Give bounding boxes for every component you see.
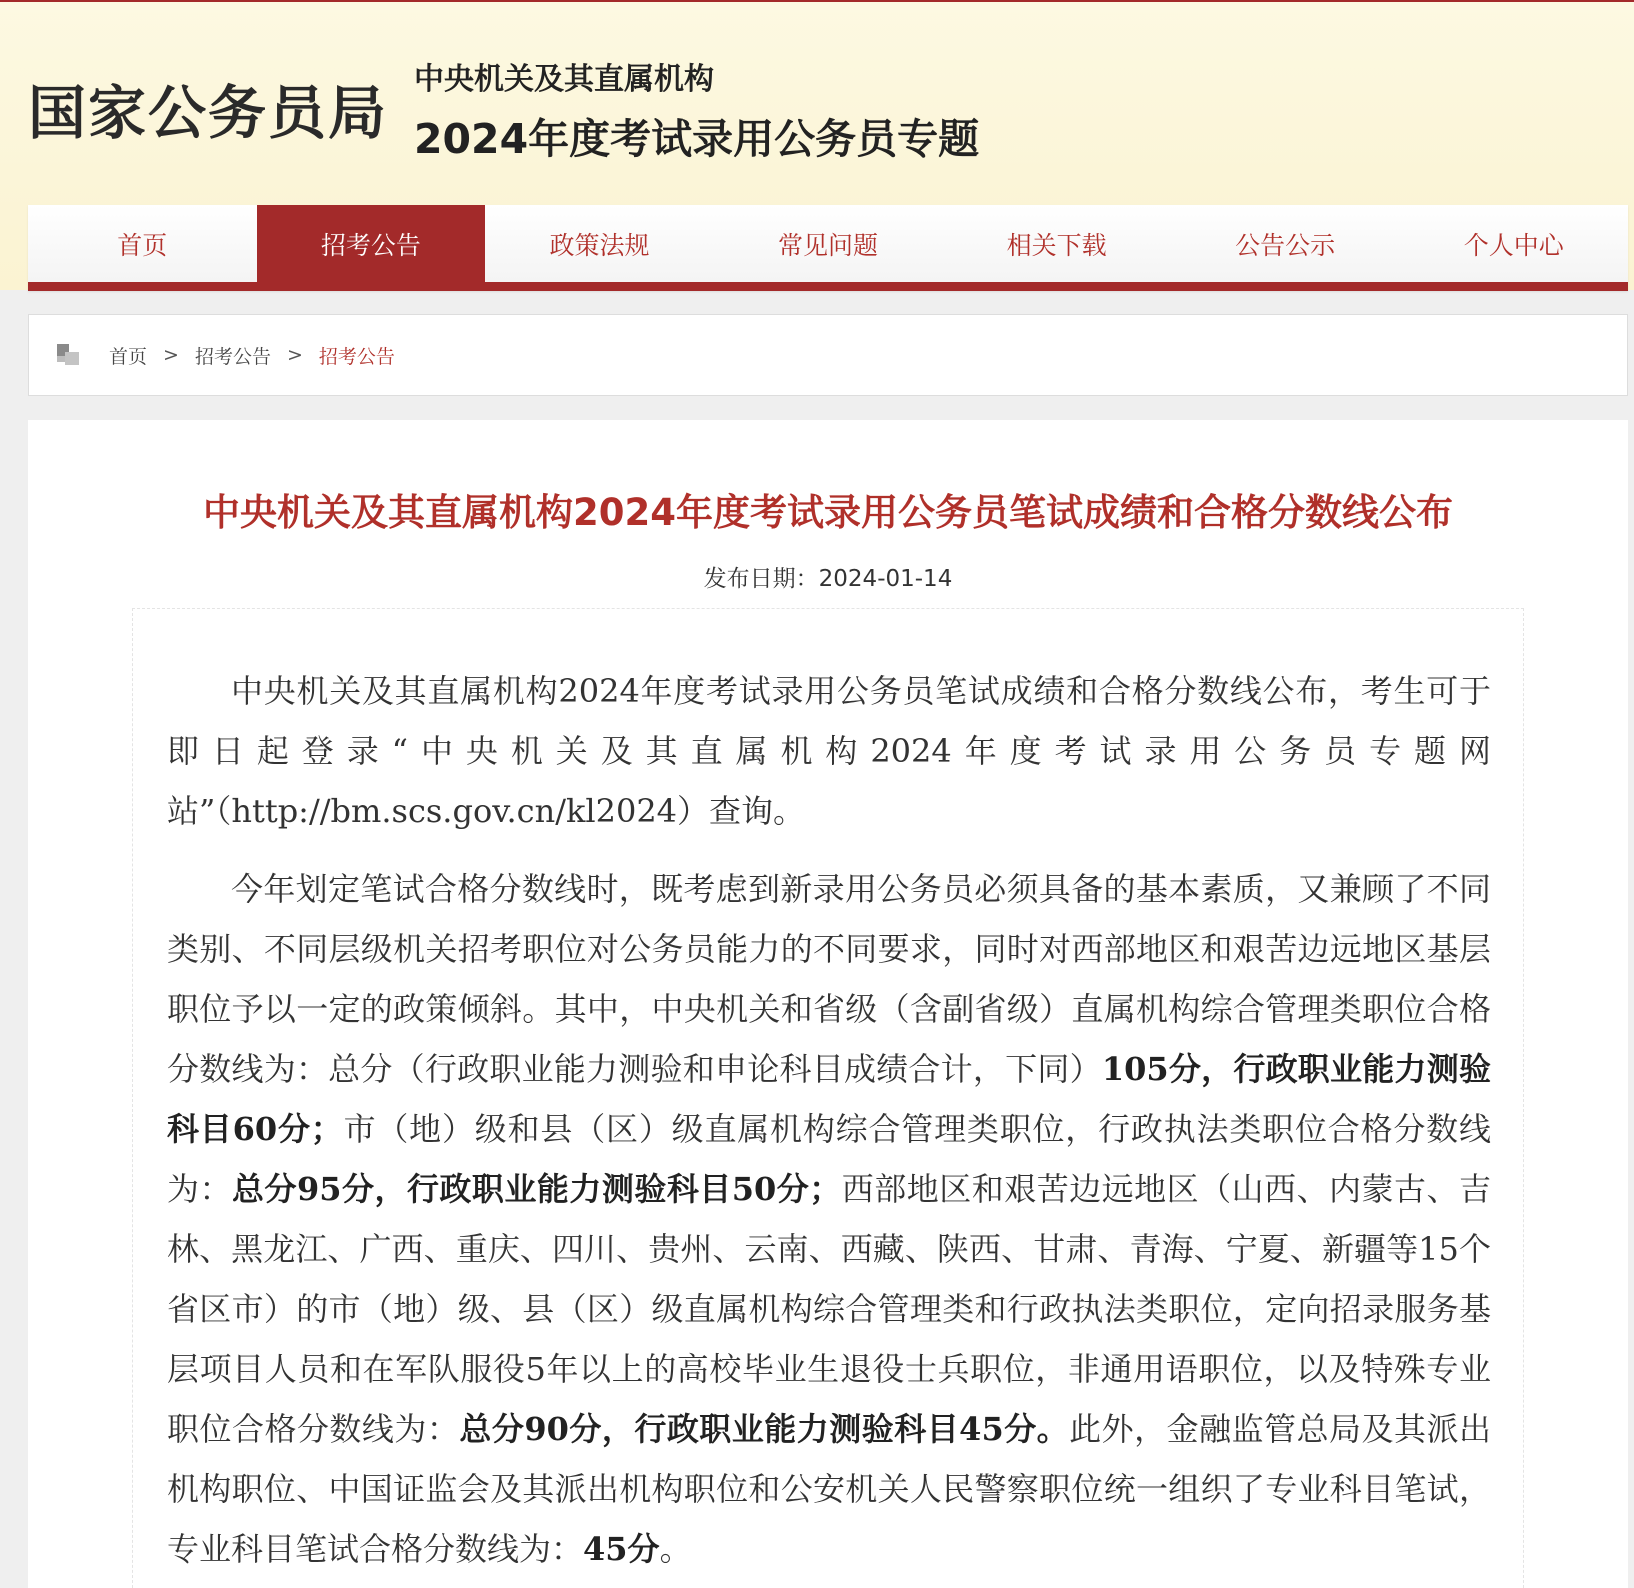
nav-item-home[interactable]: 首页 (117, 230, 168, 260)
nav-item-downloads[interactable]: 相关下载 (1006, 230, 1107, 260)
breadcrumb (28, 314, 1628, 396)
nav-item-personal-center[interactable]: 个人中心 (1463, 230, 1564, 260)
p2-text-4: 此外，金融监管总局及其派出机构职位、中国证监会及其派出机构职位和公安机关人民警察职位统一组织了专业科目笔试，专业科目笔试合格分数线为： (167, 1410, 1491, 1568)
breadcrumb-separator: > (286, 344, 303, 366)
p2-text-5: 。 (659, 1530, 692, 1568)
nav-item-faq[interactable]: 常见问题 (778, 230, 879, 260)
breadcrumb-current[interactable]: 招考公告 (318, 345, 395, 368)
paragraph-2 (167, 859, 1491, 1579)
p2-score-4: 45分 (583, 1530, 660, 1568)
paragraph-1: 中央机关及其直属机构2024年度考试录用公务员笔试成绩和合格分数线公布，考生可于即日起登录“中央机关及其直属机构2024年度考试录用公务员专题网站”（http://bm.scs.gov.cn/kl2024）查询。 (167, 672, 1491, 830)
breadcrumb-separator: > (163, 344, 179, 366)
article-panel (28, 420, 1628, 1588)
main-nav (28, 205, 1628, 291)
site-header (0, 0, 1634, 290)
p2-score-1: 105分，行政职业能力测验科目60分； (167, 1050, 1491, 1148)
p2-score-3: 总分90分，行政职业能力测验科目45分。 (459, 1410, 1070, 1448)
article-body (167, 661, 1491, 1588)
breadcrumb-section[interactable]: 招考公告 (194, 345, 271, 368)
article-title: 中央机关及其直属机构2024年度考试录用公务员笔试成绩和合格分数线公布 (203, 491, 1453, 534)
article-body-box (132, 608, 1524, 1588)
location-icon (57, 344, 81, 366)
p2-text-1: 今年划定笔试合格分数线时，既考虑到新录用公务员必须具备的基本素质，又兼顾了不同类别、不同层级机关招考职位对公务员能力的不同要求，同时对西部地区和艰苦边远地区基层职位予以一定的政策倾斜。其中，中央机关和省级（含副省级）直属机构综合管理类职位合格分数线为：总分（行政职业能力测验和申论科目成绩合计，下同） (167, 870, 1491, 1088)
publish-date: 发布日期：2024-01-14 (703, 566, 953, 592)
p2-text-2: 市（地）级和县（区）级直属机构综合管理类职位，行政执法类职位合格分数线为： (167, 1110, 1491, 1208)
header-subtitle: 中央机关及其直属机构 (414, 62, 714, 97)
breadcrumb-home[interactable]: 首页 (109, 345, 148, 368)
nav-item-recruitment-notice[interactable]: 招考公告 (257, 205, 486, 282)
p2-score-2: 总分95分，行政职业能力测验科目50分； (231, 1170, 842, 1208)
nav-item-announcements[interactable]: 公告公示 (1235, 230, 1336, 260)
site-logo[interactable]: 国家公务员局 (28, 79, 389, 147)
p2-text-3: 西部地区和艰苦边远地区（山西、内蒙古、吉林、黑龙江、广西、重庆、四川、贵州、云南、西藏、陕西、甘肃、青海、宁夏、新疆等15个省区市）的市（地）级、县（区）级直属机构综合管理类和行政执法类职位，定向招录服务基层项目人员和在军队服役5年以上的高校毕业生退役士兵职位，非通用语职位，以及特殊专业职位合格分数线为： (167, 1170, 1491, 1448)
nav-item-policies[interactable]: 政策法规 (549, 230, 650, 260)
header-title: 2024年度考试录用公务员专题 (414, 115, 980, 163)
